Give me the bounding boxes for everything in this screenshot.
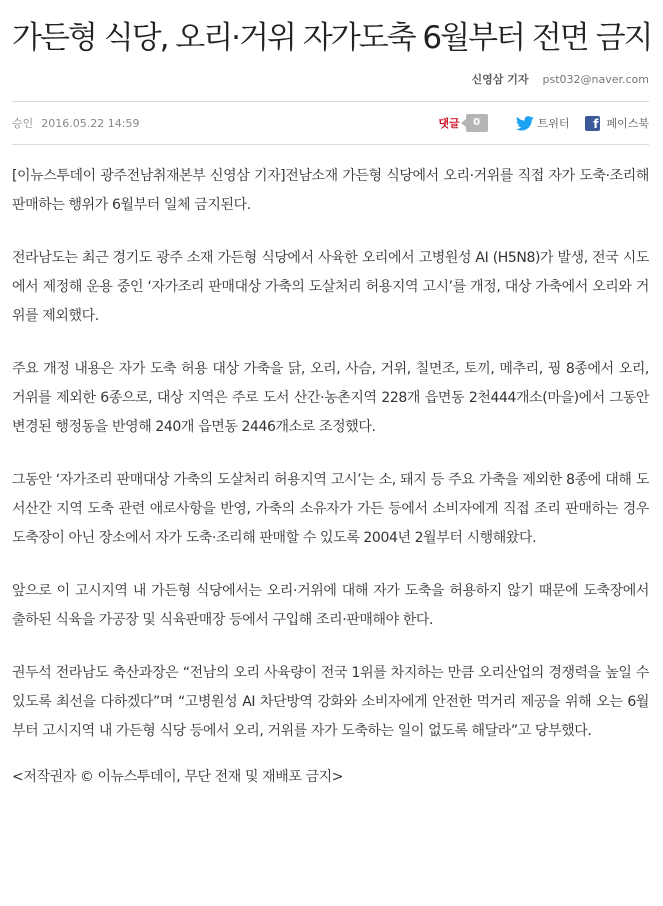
article-paragraph: 권두석 전라남도 축산과장은 “전남의 오리 사육량이 전국 1위를 차지하는 만큼 오리산업의 경쟁력을 높일 수 있도록 최선을 다하겠다”며 “고병원성 AI 차단방역 강화와 소비자에게 안전한 먹거리 제공을 위해 오는 6월부터 고시지역 내 가든형 식당 등에서 오리, 거위를 자가 도축하는 일이 없도록 해달라”고 당부했다. xyxy=(12,665,649,739)
article-paragraph: [이뉴스투데이 광주전남취재본부 신영삼 기자]전남소재 가든형 식당에서 오리·거위를 직접 자가 도축·조리해 판매하는 행위가 6월부터 일체 금지된다. xyxy=(12,168,649,213)
comment-label[interactable]: 댓글 xyxy=(438,117,460,130)
approved-date: 2016.05.22 14:59 xyxy=(41,116,140,130)
article-paragraph: 주요 개정 내용은 자가 도축 허용 대상 가축을 닭, 오리, 사슴, 거위, 칠면조, 토끼, 메추리, 꿩 8종에서 오리, 거위를 제외한 6종으로, 대상 지역은 주로 도서 산간·농촌지역 228개 읍면동 2천444개소(마을)에서 그동안 변경된 행정동을 반영해 240개 읍면동 2446개소로 조정했다. xyxy=(12,361,649,435)
facebook-icon: f xyxy=(585,116,600,131)
twitter-icon xyxy=(516,116,534,131)
twitter-share-button[interactable] xyxy=(516,115,570,131)
twitter-label: 트위터 xyxy=(537,117,570,130)
author-email[interactable]: pst032@naver.com xyxy=(542,72,649,86)
copyright-notice: <저작권자 © 이뉴스투데이, 무단 전재 및 재배포 금지> xyxy=(12,769,344,785)
article-paragraph: 전라남도는 최근 경기도 광주 소재 가든형 식당에서 사육한 오리에서 고병원성 AI (H5N8)가 발생, 전국 시도에서 제정해 운용 중인 ‘자가조리 판매대상 가축의 도살처리 허용지역 고시’를 개정, 대상 가축에서 오리와 거위를 제외했다. xyxy=(12,250,649,324)
byline xyxy=(12,57,649,102)
approved-label: 승인 xyxy=(12,117,34,130)
facebook-label: 페이스북 xyxy=(606,117,649,130)
article-paragraph: 앞으로 이 고시지역 내 가든형 식당에서는 오리·거위에 대해 자가 도축을 허용하지 않기 때문에 도축장에서 출하된 식육을 가공장 및 식육판매장 등에서 구입해 조리·판매해야 한다. xyxy=(12,583,649,628)
article-body xyxy=(12,145,649,786)
article-paragraph: 그동안 ‘자가조리 판매대상 가축의 도살처리 허용지역 고시’는 소, 돼지 등 주요 가축을 제외한 8종에 대해 도서산간 지역 도축 관련 애로사항을 반영, 가축의 소유자가 가든 등에서 소비자에게 직접 조리 판매하는 경우 도축장이 아닌 장소에서 자가 도축·조리해 판매할 수 있도록 2004년 2월부터 시행해왔다. xyxy=(12,472,649,546)
facebook-share-button[interactable] xyxy=(585,115,649,131)
comment-count-badge[interactable]: 0 xyxy=(466,114,488,132)
author-name: 신영삼 기자 xyxy=(471,73,529,86)
article-meta xyxy=(12,102,649,145)
article-headline: 가든형 식당, 오리·거위 자가도축 6월부터 전면 금지 xyxy=(12,20,652,56)
